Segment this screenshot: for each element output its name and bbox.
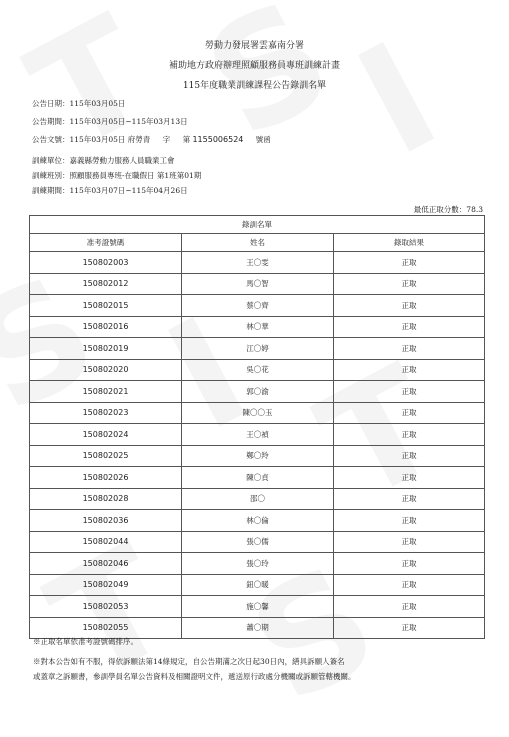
cell-exam-id: 150802021 — [30, 381, 182, 403]
cell-result: 正取 — [334, 488, 485, 510]
cell-result: 正取 — [334, 402, 485, 424]
doc-no-label: 公告文號：115年03月05日 府勞青 — [32, 135, 151, 144]
cell-name: 吳〇花 — [182, 359, 334, 381]
document-number — [32, 134, 271, 145]
table-row — [30, 381, 485, 403]
column-header-name: 姓名 — [182, 234, 334, 252]
cell-exam-id: 150802025 — [30, 445, 182, 467]
cell-name: 張〇玲 — [182, 553, 334, 575]
cell-exam-id: 150802055 — [30, 617, 182, 639]
program-heading: 補助地方政府辦理照顧服務員專班訓練計畫 — [168, 61, 340, 71]
cell-exam-id: 150802036 — [30, 510, 182, 532]
announce-period: 公告期間：115年03月05日~115年03月13日 — [32, 117, 188, 126]
cell-result: 正取 — [334, 445, 485, 467]
appeal-note-line2: 或蓋章之訴願書，參訓學員名單公告資料及相關證明文件，遞送原行政處分機關或訴願管轄機關。 — [33, 672, 356, 681]
cell-result: 正取 — [334, 316, 485, 338]
cell-name: 王〇雯 — [182, 252, 334, 274]
doc-no-char: 字 — [162, 135, 171, 144]
column-header-result: 錄取結果 — [334, 234, 485, 252]
cell-name: 蔡〇齊 — [182, 295, 334, 317]
cell-result: 正取 — [334, 467, 485, 489]
cell-name: 陳〇〇玉 — [182, 402, 334, 424]
cell-name: 施〇馨 — [182, 596, 334, 618]
training-period: 訓練期間：115年03月07日~115年04月26日 — [32, 186, 188, 195]
cell-result: 正取 — [334, 596, 485, 618]
cell-name: 陳〇貞 — [182, 467, 334, 489]
cell-result: 正取 — [334, 574, 485, 596]
cell-result: 正取 — [334, 252, 485, 274]
cell-result: 正取 — [334, 510, 485, 532]
cell-result: 正取 — [334, 553, 485, 575]
table-row — [30, 445, 485, 467]
table-row — [30, 402, 485, 424]
cell-exam-id: 150802053 — [30, 596, 182, 618]
table-row — [30, 574, 485, 596]
cell-name: 林〇倫 — [182, 510, 334, 532]
table-caption: 錄訓名單 — [30, 216, 485, 234]
cell-result: 正取 — [334, 338, 485, 360]
cell-exam-id: 150802015 — [30, 295, 182, 317]
sort-note: ※正取名單依准考證號碼排序。 — [33, 637, 138, 646]
doc-no-suffix: 號函 — [255, 135, 271, 144]
table-row — [30, 510, 485, 532]
cell-result: 正取 — [334, 617, 485, 639]
admission-table — [29, 215, 485, 639]
table-row — [30, 531, 485, 553]
doc-no-value: 1155006524 — [192, 135, 244, 144]
cell-exam-id: 150802020 — [30, 359, 182, 381]
cell-result: 正取 — [334, 424, 485, 446]
cell-exam-id: 150802016 — [30, 316, 182, 338]
doc-no-no: 第 — [182, 135, 191, 144]
cell-exam-id: 150802019 — [30, 338, 182, 360]
table-row — [30, 488, 485, 510]
cell-result: 正取 — [334, 381, 485, 403]
cell-name: 江〇婷 — [182, 338, 334, 360]
cell-exam-id: 150802049 — [30, 574, 182, 596]
cell-name: 林〇華 — [182, 316, 334, 338]
cell-result: 正取 — [334, 295, 485, 317]
cell-name: 蕭〇期 — [182, 617, 334, 639]
training-unit: 訓練單位：嘉義縣勞動力服務人員職業工會 — [32, 156, 175, 165]
table-row — [30, 316, 485, 338]
cell-name: 張〇儒 — [182, 531, 334, 553]
announce-date: 公告日期：115年03月05日 — [32, 99, 126, 108]
table-row — [30, 338, 485, 360]
table-row — [30, 273, 485, 295]
table-row — [30, 359, 485, 381]
table-row — [30, 424, 485, 446]
table-row — [30, 553, 485, 575]
cell-exam-id: 150802046 — [30, 553, 182, 575]
table-row — [30, 252, 485, 274]
table-body — [30, 252, 485, 639]
cell-name: 鈕〇暖 — [182, 574, 334, 596]
cell-exam-id: 150802026 — [30, 467, 182, 489]
table-row — [30, 295, 485, 317]
cell-exam-id: 150802028 — [30, 488, 182, 510]
page-title: 115年度職業訓練課程公告錄訓名單 — [182, 81, 327, 91]
training-class: 訓練班別：照顧服務員專班-在職假日 第1班第01期 — [32, 171, 202, 180]
cell-name: 邵〇 — [182, 488, 334, 510]
cell-name: 馬〇智 — [182, 273, 334, 295]
cell-name: 鄭〇羚 — [182, 445, 334, 467]
cell-exam-id: 150802023 — [30, 402, 182, 424]
cell-name: 王〇禎 — [182, 424, 334, 446]
cell-result: 正取 — [334, 273, 485, 295]
table-row — [30, 467, 485, 489]
cell-exam-id: 150802024 — [30, 424, 182, 446]
minimum-score: 最低正取分數：78.3 — [413, 205, 483, 214]
cell-exam-id: 150802044 — [30, 531, 182, 553]
cell-exam-id: 150802003 — [30, 252, 182, 274]
cell-exam-id: 150802012 — [30, 273, 182, 295]
column-header-id: 准考證號碼 — [30, 234, 182, 252]
table-row — [30, 596, 485, 618]
cell-result: 正取 — [334, 531, 485, 553]
cell-result: 正取 — [334, 359, 485, 381]
cell-name: 郭〇渝 — [182, 381, 334, 403]
appeal-note-line1: ※對本公告如有不服，得依訴願法第14條規定，自公告期滿之次日起30日內，繕具訴願人簽名 — [33, 657, 345, 666]
org-heading: 勞動力發展署雲嘉南分署 — [204, 41, 304, 51]
